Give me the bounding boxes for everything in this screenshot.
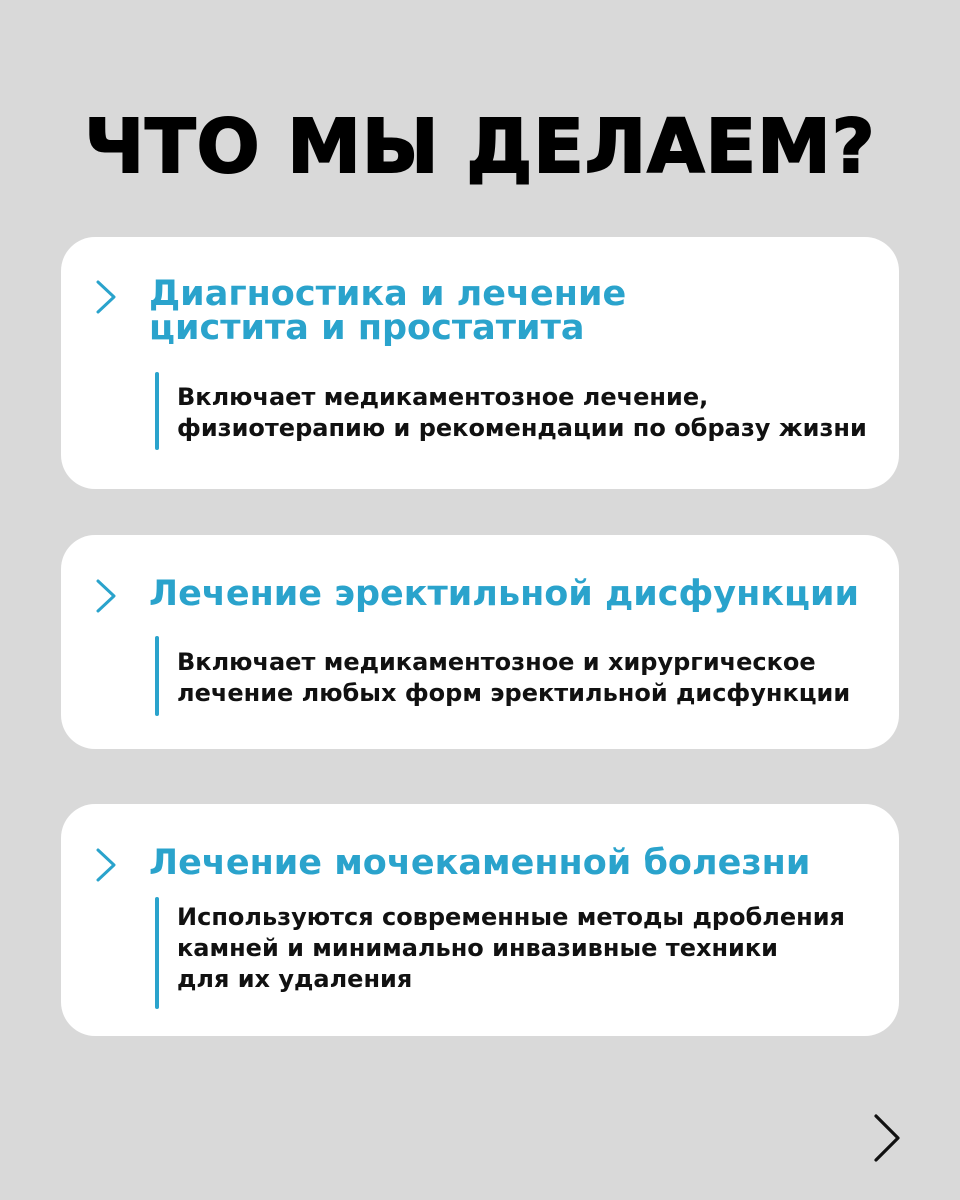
service-card-urolithiasis (61, 804, 899, 1036)
service-description: Используются современные методы дробления камней и минимально инвазивные техники для их удаления (177, 903, 845, 993)
accent-bar (155, 897, 159, 1009)
service-heading: Лечение мочекаменной болезни (149, 843, 811, 883)
chevron-right-icon (95, 847, 117, 883)
service-card-cystitis (61, 237, 899, 489)
service-description: Включает медикаментозное и хирургическое лечение любых форм эректильной дисфункции (177, 648, 851, 707)
chevron-right-icon (95, 279, 117, 315)
service-card-erectile (61, 535, 899, 749)
service-description: Включает медикаментозное лечение, физиотерапию и рекомендации по образу жизни (177, 383, 867, 442)
service-heading: Лечение эректильной дисфункции (149, 574, 860, 614)
page-title: ЧТО МЫ ДЕЛАЕМ? (84, 104, 876, 190)
accent-bar (155, 636, 159, 716)
service-heading: Диагностика и лечение цистита и простатита (149, 274, 627, 348)
chevron-right-icon (95, 578, 117, 614)
next-slide-arrow-icon[interactable] (868, 1110, 906, 1166)
accent-bar (155, 372, 159, 450)
